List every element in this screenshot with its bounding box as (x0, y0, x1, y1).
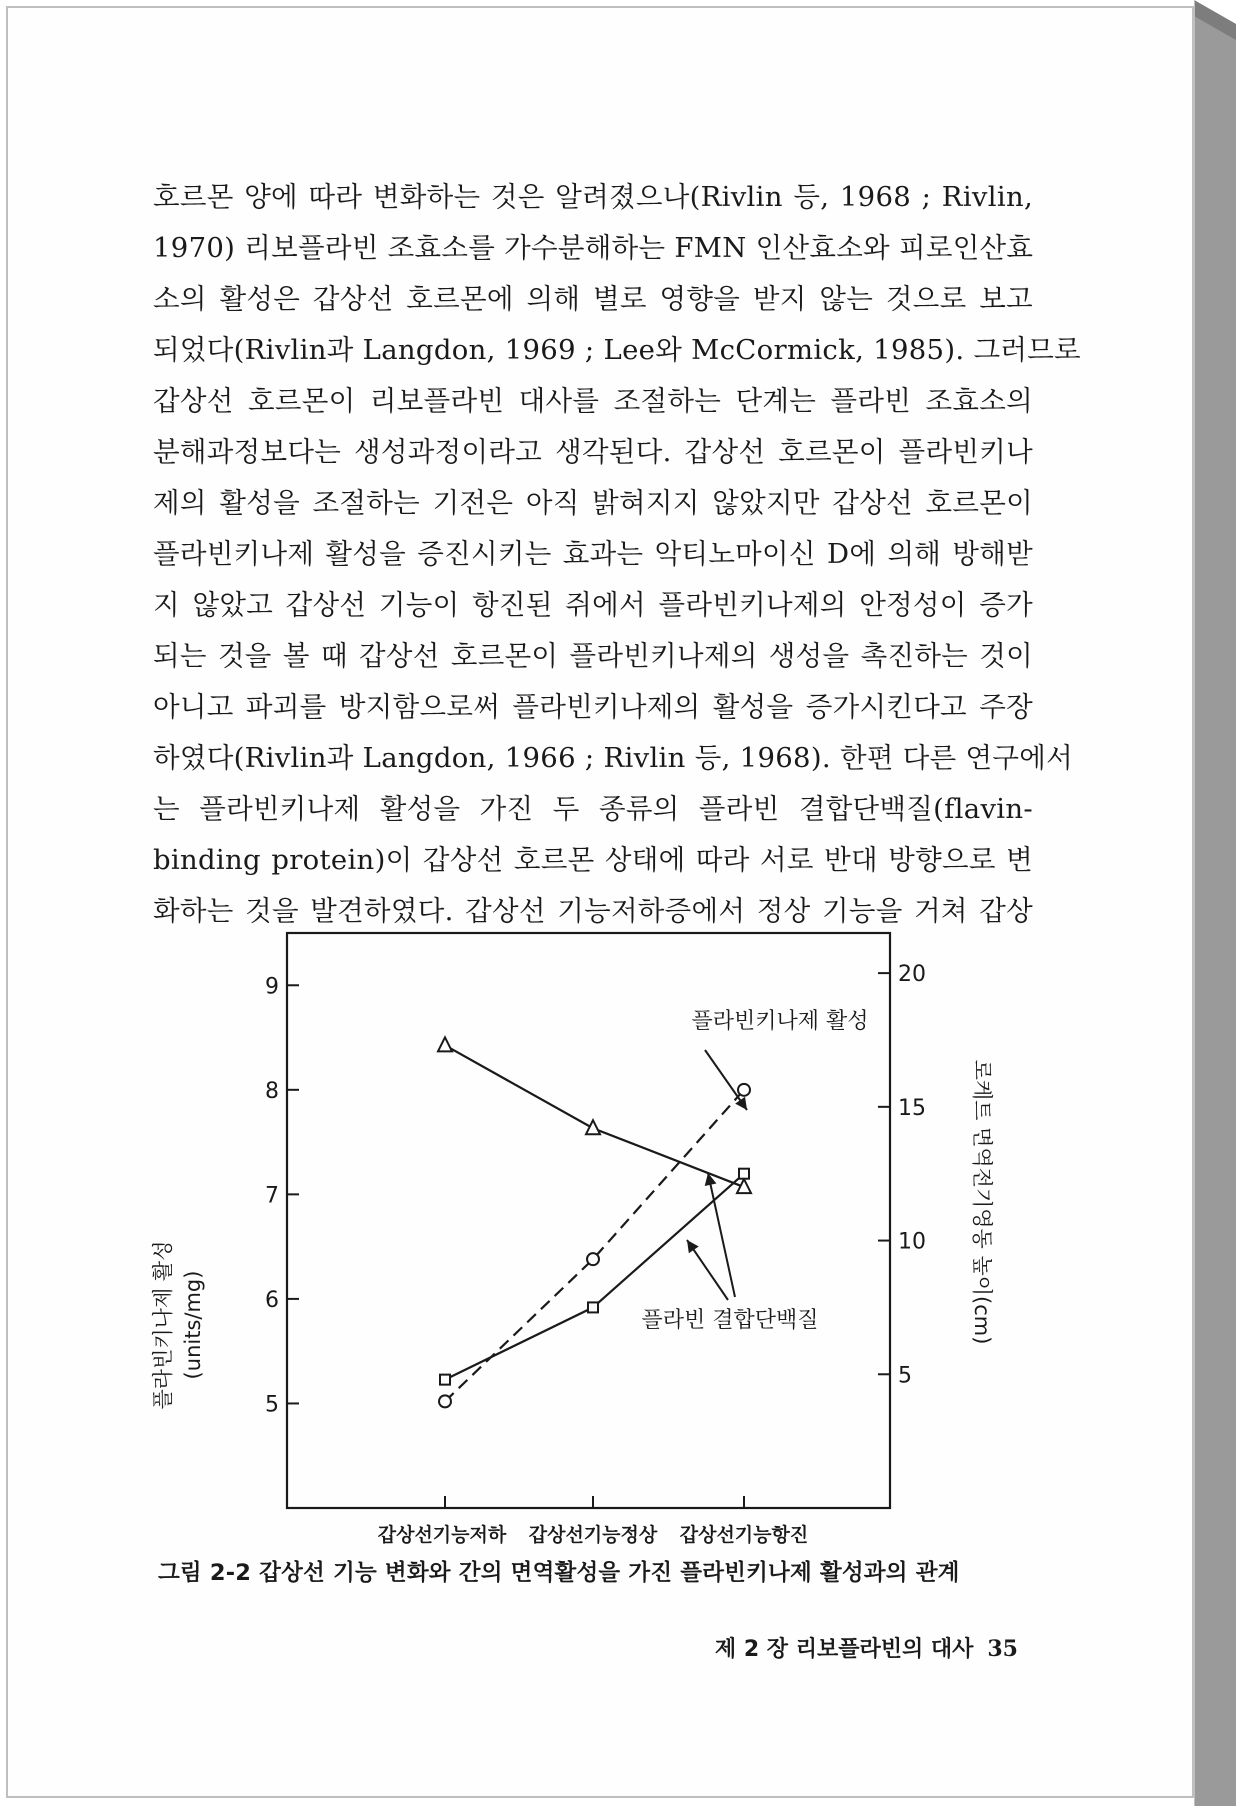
body-line: 플라빈키나제 활성을 증진시키는 효과는 악티노마이신 D에 의해 방해받 (153, 538, 1033, 570)
annotation-binding-protein: 플라빈 결합단백질 (641, 1308, 819, 1333)
series-line-circle (445, 1090, 744, 1402)
body-line: 1970) 리보플라빈 조효소를 가수분해하는 FMN 인산효소와 피로인산효 (153, 232, 1034, 264)
body-line: 분해과정보다는 생성과정이라고 생각된다. 갑상선 호르몬이 플라빈키나 (153, 436, 1033, 468)
body-line: binding protein)이 갑상선 호르몬 상태에 따라 서로 반대 방향으로 변 (153, 844, 1033, 876)
data-point-square (440, 1375, 450, 1385)
data-point-triangle (438, 1037, 452, 1051)
left-tick-label: 9 (265, 974, 279, 1000)
figure-2-2 (150, 925, 1050, 1565)
running-head (678, 1632, 1018, 1663)
left-tick-label: 7 (265, 1183, 279, 1209)
body-line: 되는 것을 볼 때 갑상선 호르몬이 플라빈키나제의 생성을 촉진하는 것이 (153, 640, 1033, 672)
body-line: 소의 활성은 갑상선 호르몬에 의해 별로 영향을 받지 않는 것으로 보고 (153, 283, 1033, 315)
series-line-triangle (445, 1045, 744, 1187)
data-point-circle (738, 1084, 750, 1096)
body-line: 지 않았고 갑상선 기능이 항진된 쥐에서 플라빈키나제의 안정성이 증가 (153, 589, 1033, 621)
right-tick-label: 5 (898, 1363, 912, 1389)
right-tick-label: 15 (898, 1095, 926, 1121)
x-category-label: 갑상선기능정상 (528, 1524, 658, 1546)
data-point-circle (587, 1253, 599, 1265)
series-line-square (445, 1174, 744, 1380)
figure-caption: 그림 2-2 갑상선 기능 변화와 간의 면역활성을 가진 플라빈키나제 활성과의 관계 (158, 1560, 960, 1586)
data-point-circle (439, 1395, 451, 1407)
left-axis-title: 플라빈키나제 활성 (151, 1240, 175, 1410)
left-tick-label: 8 (265, 1078, 279, 1104)
body-line: 하였다(Rivlin과 Langdon, 1966 ; Rivlin 등, 1968). 한편 다른 연구에서 (153, 742, 1073, 774)
line-chart (150, 925, 1050, 1565)
left-tick-label: 5 (265, 1392, 279, 1418)
body-line: 되었다(Rivlin과 Langdon, 1969 ; Lee와 McCormick, 1985). 그러므로 (153, 334, 1081, 366)
data-point-triangle (586, 1120, 600, 1134)
data-point-square (588, 1302, 598, 1312)
data-point-square (739, 1169, 749, 1179)
right-tick-label: 10 (898, 1229, 926, 1255)
page-number: 35 (987, 1636, 1018, 1662)
book-edge (1194, 0, 1260, 1806)
x-category-label: 갑상선기능저하 (377, 1524, 507, 1546)
body-line: 화하는 것을 발견하였다. 갑상선 기능저하증에서 정상 기능을 거쳐 갑상 (153, 895, 1033, 927)
body-text (153, 172, 1081, 937)
right-tick-label: 20 (898, 962, 926, 988)
annotation-kinase: 플라빈키나제 활성 (691, 1009, 869, 1034)
body-line: 갑상선 호르몬이 리보플라빈 대사를 조절하는 단계는 플라빈 조효소의 (153, 385, 1033, 417)
annotation-arrow-protein-head (687, 1240, 699, 1253)
body-line: 아니고 파괴를 방지함으로써 플라빈키나제의 활성을 증가시킨다고 주장 (153, 691, 1033, 723)
body-line: 호르몬 양에 따라 변화하는 것은 알려졌으나(Rivlin 등, 1968 ; Rivlin, (153, 181, 1033, 213)
body-line: 제의 활성을 조절하는 기전은 아직 밝혀지지 않았지만 갑상선 호르몬이 (153, 487, 1033, 519)
x-category-label: 갑상선기능항진 (679, 1524, 809, 1546)
body-line: 는 플라빈키나제 활성을 가진 두 종류의 플라빈 결합단백질(flavin- (153, 793, 1033, 825)
left-tick-label: 6 (265, 1287, 279, 1313)
right-axis-title: 로케트 면역전기영동 높이(cm) (970, 1059, 994, 1345)
chapter-title: 제 2 장 리보플라빈의 대사 (714, 1637, 974, 1662)
left-axis-units: (units/mg) (181, 1270, 205, 1380)
